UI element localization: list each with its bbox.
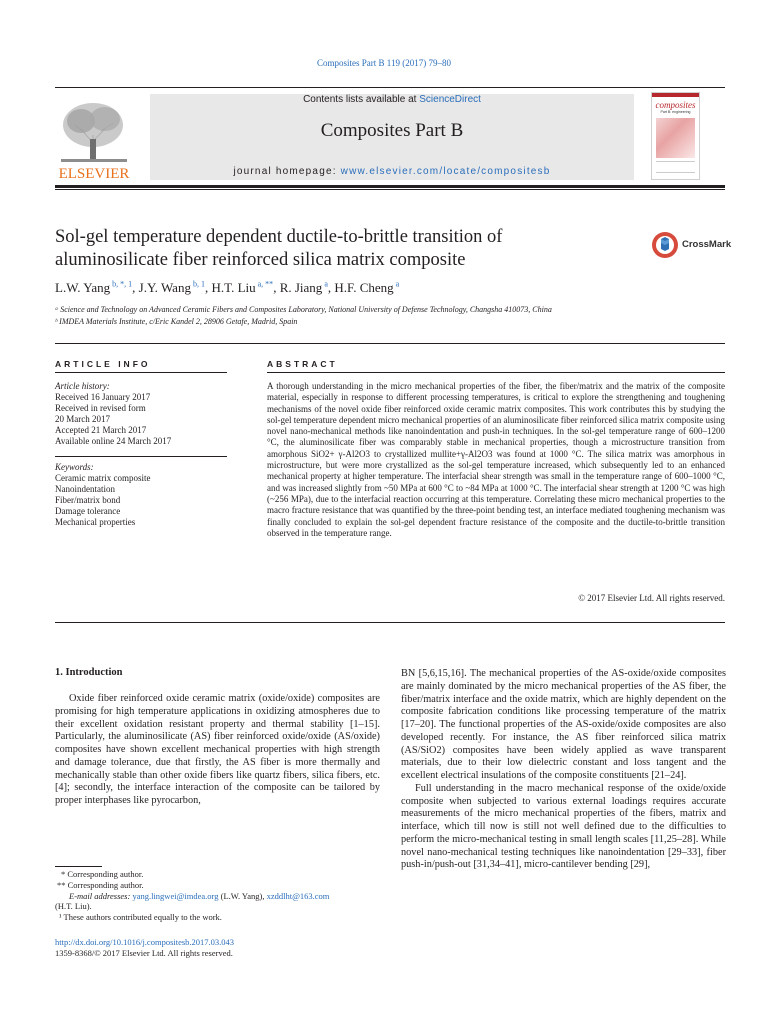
- article-history: [55, 381, 227, 447]
- elsevier-tree-logo[interactable]: [55, 95, 133, 180]
- keywords: [55, 462, 227, 528]
- history-label: Article history:: [55, 381, 110, 391]
- journal-homepage-link[interactable]: www.elsevier.com/locate/compositesb: [340, 166, 551, 177]
- affiliation-a: ᵃ Science and Technology on Advanced Ceramic Fibers and Composites Laboratory, National University of Defense Technology, Changsha 410073, China: [55, 305, 552, 314]
- abstract-heading: ABSTRACT: [267, 359, 338, 369]
- article-info-heading: ARTICLE INFO: [55, 359, 151, 369]
- corresponding-author-note: * Corresponding author.: [61, 869, 144, 879]
- journal-cover-thumbnail[interactable]: [651, 92, 700, 180]
- history-item: 20 March 2017: [55, 414, 110, 424]
- author[interactable]: L.W. Yang $^{b, *, 1}$,: [55, 280, 139, 296]
- author[interactable]: H.F. Cheng $^a$: [334, 280, 400, 296]
- cover-title: composites: [655, 100, 696, 110]
- abstract-copyright: © 2017 Elsevier Ltd. All rights reserved.: [578, 593, 725, 603]
- author-list: [55, 280, 399, 296]
- section-rule: [55, 622, 725, 623]
- journal-homepage-line: [150, 166, 634, 177]
- article-info-rule: [55, 372, 227, 373]
- intro-paragraph: Full understanding in the macro mechanical response of the oxide/oxide composite when subjected to various external loadings requires accurate measurements of the micro mechanical properties of the fibers, matrix and interface, which till now is still not well defined due to the difficulties to perform the micro-mechanical testing in small length scales [11,25–28]. While novel nano-mechanical testing techniques like nanoindentation [29–33], fiber push-in/push-out [31,34–41], micro-cantilever bending [29],: [401, 782, 726, 871]
- journal-title: Composites Part B: [320, 120, 464, 141]
- email-addresses: E-mail addresses: yang.lingwei@imdea.org (L.W. Yang), xzddlht@163.com: [69, 890, 330, 901]
- cover-image: [656, 118, 695, 158]
- left-column: [55, 693, 380, 808]
- crossmark-icon: [651, 231, 679, 259]
- email-link[interactable]: yang.lingwei@imdea.org: [132, 890, 219, 901]
- footnote-rule: [55, 866, 102, 867]
- history-item: Received 16 January 2017: [55, 392, 151, 402]
- keyword: Ceramic matrix composite: [55, 473, 151, 483]
- keyword: Mechanical properties: [55, 517, 136, 527]
- intro-paragraph: Oxide fiber reinforced oxide ceramic matrix (oxide/oxide) composites are promising for high temperature applications in oxidizing atmospheres due to their excellent oxidation resistant property and thermal stability [1–15]. Particularly, the aluminosilicate (AS) fiber reinforced oxide/oxide (AS/oxide) composites have shown excellent mechanical properties with high strength and damage tolerance, due that firstly, the AS fiber is more thermally and mechanically stable than other oxide fibers like quartz fibers, silica fibers, etc. [4]; secondly, the interface interaction of the composite can be tailored by proper interphases like pyrocarbon,: [55, 693, 380, 806]
- author[interactable]: H.T. Liu $^{a, **}$,: [211, 280, 280, 296]
- cover-footer: [656, 161, 695, 173]
- journal-citation[interactable]: Composites Part B 119 (2017) 79–80: [317, 58, 451, 68]
- doi-link[interactable]: http://dx.doi.org/10.1016/j.compositesb.2017.03.043: [55, 937, 235, 947]
- crossmark-label: CrossMark: [682, 239, 732, 250]
- intro-paragraph: BN [5,6,15,16]. The mechanical properties of the AS-oxide/oxide composites are mainly dominated by the micro mechanical properties of the AS fiber, the fiber/matrix interface and the oxide matrix, which are highly dependent on the composite fabrication conditions like processing temperature of the matrix [17–20]. The functional properties of the AS-oxide/oxide composites are also developed recently. For instance, the AS fiber reinforced silica matrix (AS/SiO2) composites have been widely applied as wave transparent materials, due to their low dielectric constant and loss tangent and the excellent electrical insulations of the composite constituents [21–24].: [401, 668, 726, 781]
- history-item: Received in revised form: [55, 403, 146, 413]
- header-bottom-thin-rule: [55, 189, 725, 190]
- keyword: Fiber/matrix bond: [55, 495, 121, 505]
- keywords-label: Keywords:: [55, 462, 94, 472]
- right-column: [401, 668, 726, 872]
- contents-line: [150, 94, 634, 105]
- header-top-rule: [55, 87, 725, 88]
- issn-line: 1359-8368/© 2017 Elsevier Ltd. All rights reserved.: [55, 947, 233, 958]
- footnotes: [55, 869, 380, 923]
- equal-contribution-note: ¹ These authors contributed equally to the work.: [59, 912, 222, 923]
- cover-subtitle: Part B: engineering: [660, 110, 691, 114]
- abstract-rule: [267, 372, 725, 373]
- author[interactable]: R. Jiang $^a$,: [279, 280, 335, 296]
- introduction-heading: 1. Introduction: [55, 667, 123, 678]
- homepage-prefix: journal homepage:: [233, 166, 341, 177]
- doi-block: [55, 937, 234, 959]
- abstract-text: A thorough understanding in the micro mechanical properties of the fiber, the fiber/matrix and the matrix of the composite material, especially in response to different processing temperatures, is critical to explore the strengthening and toughening mechanisms of the novel oxide fiber reinforced oxide ceramic matrix composites. This work contributes this by studying the sol-gel temperature dependent micro mechanical properties of an aluminosilicate fiber reinforced silica matrix composite using novel nano-mechanical methods like nanoindentation and push-in techniques. In the sol-gel temperature range of 600–1200 °C, the aluminosilicate fiber was comparably stable in mechanical properties, though a microstructure transition from amorphous SiO2+ γ-Al2O3 to crystallized mullite+γ-Al2O3 was found at 1000 °C. The silica matrix was amorphous in microstructure, but were more crystallized as the sol-gel temperature increased, which subsequently led to an enhanced mechanical property at higher temperature. The interfacial shear strength was small in the temperature range of 600–1000 °C, and was increased slightly from ~50 MPa at 600 °C to ~84 MPa at 1000 °C. The interfacial shear strength at 1200 °C was high (~256 MPa), due to the interfacial reaction occurring at this temperature. Correlating these micro mechanical properties to the macro fracture resistance that was quantified by the three-point bending test, an interface mediated toughening mechanism was finally concluded to explain the sol-gel dependent fracture resistance of the composite and the ductile-to-brittle transition observed in the temperature range.: [267, 381, 725, 538]
- keywords-rule: [55, 456, 227, 457]
- author[interactable]: J.Y. Wang $^{b, 1}$,: [138, 280, 212, 296]
- email-owner: (H.T. Liu).: [55, 901, 92, 912]
- email-link[interactable]: xzddlht@163.com: [266, 890, 330, 901]
- sciencedirect-link[interactable]: ScienceDirect: [419, 94, 481, 105]
- cover-top-bar: [652, 93, 699, 97]
- header-bottom-thick-rule: [55, 185, 725, 188]
- history-item: Available online 24 March 2017: [55, 436, 172, 446]
- contents-prefix: Contents lists available at: [303, 94, 420, 105]
- affiliation-b: ᵇ IMDEA Materials Institute, c/Eric Kandel 2, 28906 Getafe, Madrid, Spain: [55, 317, 298, 326]
- elsevier-wordmark: ELSEVIER: [58, 166, 130, 180]
- crossmark-badge[interactable]: [651, 231, 731, 259]
- keyword: Nanoindentation: [55, 484, 115, 494]
- keyword: Damage tolerance: [55, 506, 121, 516]
- history-item: Accepted 21 March 2017: [55, 425, 147, 435]
- section-rule: [55, 343, 725, 344]
- corresponding-author-note: ** Corresponding author.: [57, 879, 144, 890]
- article-title: Sol-gel temperature dependent ductile-to-brittle transition of aluminosilicate fiber reinforced silica matrix composite: [55, 227, 503, 270]
